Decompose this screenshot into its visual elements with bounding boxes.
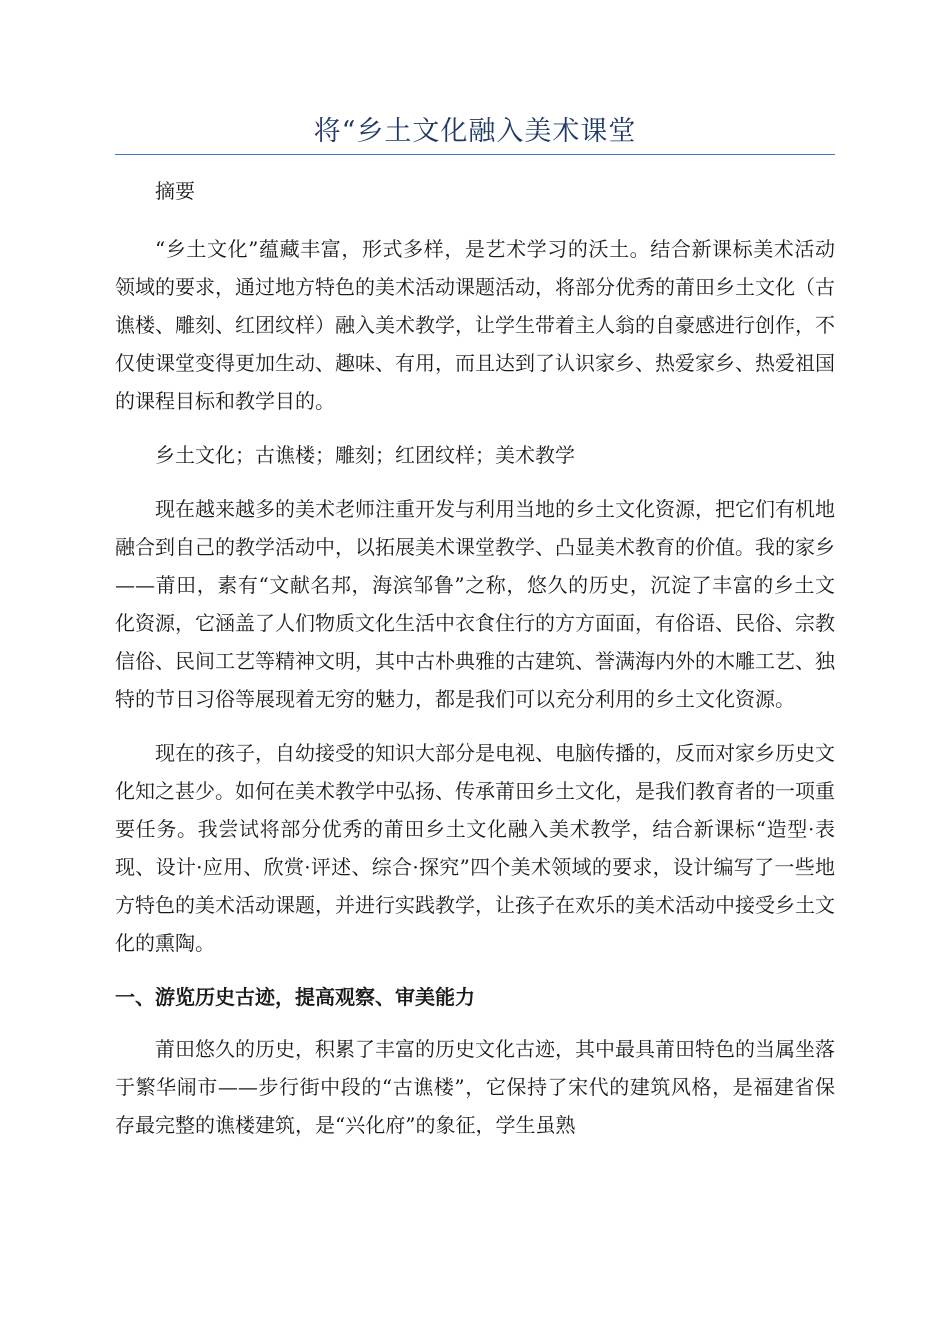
- abstract-label: 摘要: [155, 179, 195, 203]
- document-body: [115, 172, 835, 1144]
- body-paragraph-1: 现在越来越多的美术老师注重开发与利用当地的乡土文化资源，把它们有机地融合到自己的教学活动中，以拓展美术课堂教学、凸显美术教育的价值。我的家乡——莆田，素有“文献名邦，海滨邹鲁”之称，悠久的历史，沉淀了丰富的乡土文化资源，它涵盖了人们物质文化生活中衣食住行的方方面面，有俗语、民俗、宗教信俗、民间工艺等精神文明，其中古朴典雅的古建筑、誉满海内外的木雕工艺、独特的节日习俗等展现着无穷的魅力，都是我们可以充分利用的乡土文化资源。: [115, 497, 835, 711]
- section-heading-1: 一、游览历史古迹，提高观察、审美能力: [115, 985, 475, 1009]
- section-1-paragraph: 莆田悠久的历史，积累了丰富的历史文化古迹，其中最具莆田特色的当属坐落于繁华闹市——步行街中段的“古谯楼”，它保持了宋代的建筑风格，是福建省保存最完整的谯楼建筑，是“兴化府”的象征，学生虽熟: [115, 1037, 835, 1137]
- keywords: 乡土文化；古谯楼；雕刻；红团纹样；美术教学: [155, 443, 575, 467]
- document-title: 将“乡土文化融入美术课堂: [313, 116, 637, 147]
- abstract-text: “乡土文化”蕴藏丰富，形式多样，是艺术学习的沃土。结合新课标美术活动领域的要求，通过地方特色的美术活动课题活动，将部分优秀的莆田乡土文化（古谯楼、雕刻、红团纹样）融入美术教学，让学生带着主人翁的自豪感进行创作，不仅使课堂变得更加生动、趣味、有用，而且达到了认识家乡、热爱家乡、热爱祖国的课程目标和教学目的。: [115, 237, 835, 413]
- body-paragraph-2: 现在的孩子，自幼接受的知识大部分是电视、电脑传播的，反而对家乡历史文化知之甚少。如何在美术教学中弘扬、传承莆田乡土文化，是我们教育者的一项重要任务。我尝试将部分优秀的莆田乡土文化融入美术教学，结合新课标“造型·表现、设计·应用、欣赏·评述、综合·探究”四个美术领域的要求，设计编写了一些地方特色的美术活动课题，并进行实践教学，让孩子在欢乐的美术活动中接受乡土文化的熏陶。: [115, 741, 835, 955]
- title-underline: [115, 154, 835, 155]
